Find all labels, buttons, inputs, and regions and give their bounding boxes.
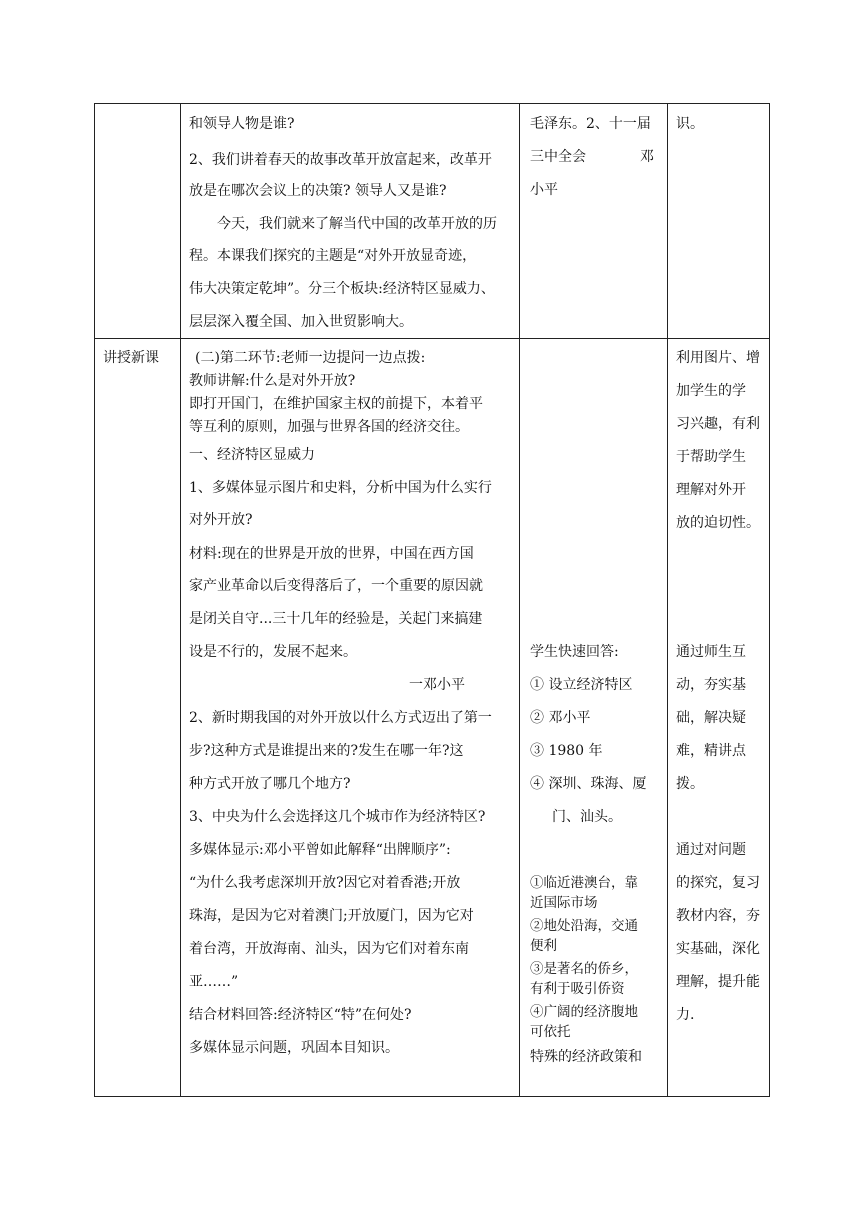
text-line: 层层深入覆全国、加入世贸影响大。: [189, 314, 413, 330]
text-line: 可依托: [530, 1024, 571, 1040]
text-line: 近国际市场: [530, 895, 598, 911]
text-line: 材料:现在的世界是开放的世界，中国在西方国: [189, 546, 474, 562]
text-line: 和领导人物是谁?: [189, 116, 295, 132]
text-line: 动，夯实基: [676, 677, 746, 693]
text-line: 今天，我们就来了解当代中国的改革开放的历: [217, 216, 497, 232]
text-line: 加学生的学: [676, 383, 746, 399]
text-line: 着台湾，开放海南、汕头，因为它们对着东南: [189, 941, 469, 957]
table-row: [95, 339, 770, 1097]
stage-label: 讲授新课: [103, 350, 159, 366]
text-line: 教师讲解:什么是对外开放?: [189, 373, 356, 389]
text-line: 识。: [676, 116, 704, 132]
text-line: 3、中央为什么会选择这几个城市作为经济特区?: [189, 809, 486, 825]
text-line: 的探究，复习: [676, 875, 760, 891]
text-line: “为什么我考虑深圳开放?因它对着香港;开放: [189, 875, 461, 891]
list-item: ② 邓小平: [530, 710, 591, 726]
quote-attribution: 一邓小平: [409, 677, 465, 693]
text-line: 放的迫切性。: [676, 515, 760, 531]
text-line: 伟大决策定乾坤”。分三个板块:经济特区显威力、: [189, 281, 495, 297]
student-activity-cell: [520, 339, 668, 1097]
text-line: 小平: [530, 182, 558, 198]
text-line: 设是不行的，发展不起来。: [189, 644, 357, 660]
text-line: 亚……”: [189, 974, 239, 990]
stage-cell: [95, 339, 181, 1097]
text-line: 实基础，深化: [676, 941, 760, 957]
text-line: 于帮助学生: [676, 449, 746, 465]
list-item: ③是著名的侨乡，: [530, 961, 638, 977]
list-item: ①临近港澳台，靠: [530, 875, 638, 891]
design-intent-cell: [668, 339, 770, 1097]
text-line: 力.: [676, 1007, 695, 1023]
teaching-content-cell: [181, 339, 520, 1097]
text-line: 三中全会: [530, 149, 586, 165]
stage-cell: [95, 104, 181, 339]
text-line: 2、新时期我国的对外开放以什么方式迈出了第一: [189, 710, 492, 726]
text-line: (二)第二环节:老师一边提问一边点拨:: [195, 350, 426, 366]
teaching-content-cell: [181, 104, 520, 339]
text-line: 步?这种方式是谁提出来的?发生在哪一年?这: [189, 743, 464, 759]
text-line: 1、多媒体显示图片和史料，分析中国为什么实行: [189, 480, 492, 496]
text-line: 程。本课我们探究的主题是“对外开放显奇迹，: [189, 248, 477, 264]
text-line: 特殊的经济政策和: [530, 1049, 642, 1065]
list-item: ④ 深圳、珠海、厦: [530, 776, 647, 792]
text-line: 础，解决疑: [676, 710, 746, 726]
text-line: 学生快速回答:: [530, 644, 619, 660]
list-item: ②地处沿海，交通: [530, 918, 638, 934]
student-activity-cell: [520, 104, 668, 339]
text-line: 便利: [530, 938, 557, 954]
text-line: 利用图片、增: [676, 350, 760, 366]
text-line: 珠海，是因为它对着澳门;开放厦门，因为它对: [189, 908, 474, 924]
text-line: 难，精讲点: [676, 743, 746, 759]
text-line: 多媒体显示问题，巩固本目知识。: [189, 1040, 399, 1056]
text-line: 邓: [640, 149, 654, 165]
design-intent-cell: [668, 104, 770, 339]
text-line: 放是在哪次会议上的决策? 领导人又是谁?: [189, 183, 447, 199]
text-line: 通过师生互: [676, 644, 746, 660]
text-line: 即打开国门，在维护国家主权的前提下，本着平: [189, 396, 483, 412]
text-line: 种方式开放了哪几个地方?: [189, 776, 351, 792]
text-line: 毛泽东。2、十一届: [530, 116, 651, 132]
text-line: 理解对外开: [676, 482, 746, 498]
text-line: 家产业革命以后变得落后了，一个重要的原因就: [189, 578, 483, 594]
table-row: [95, 104, 770, 339]
text-line: 有利于吸引侨资: [530, 981, 625, 997]
text-line: 等互利的原则，加强与世界各国的经济交往。: [189, 419, 469, 435]
text-line: 是闭关自守...三十几年的经验是，关起门来搞建: [189, 611, 483, 627]
text-line: 对外开放?: [189, 512, 253, 528]
section-heading: 一、经济特区显威力: [189, 447, 315, 463]
text-line: 通过对问题: [676, 842, 746, 858]
list-item: ① 设立经济特区: [530, 677, 633, 693]
list-item: ③ 1980 年: [530, 743, 603, 759]
list-item: ④广阔的经济腹地: [530, 1004, 638, 1020]
text-line: 理解，提升能: [676, 974, 760, 990]
text-line: 2、我们讲着春天的故事改革开放富起来，改革开: [189, 152, 492, 168]
text-line: 多媒体显示:邓小平曾如此解释“出牌顺序”:: [189, 842, 451, 858]
lesson-plan-table: [94, 103, 770, 1097]
text-line: 教材内容，夯: [676, 908, 760, 924]
text-line: 拨。: [676, 776, 704, 792]
text-line: 结合材料回答:经济特区“特”在何处?: [189, 1007, 412, 1023]
text-line: 习兴趣，有利: [676, 416, 760, 432]
text-line: 门、汕头。: [552, 809, 622, 825]
